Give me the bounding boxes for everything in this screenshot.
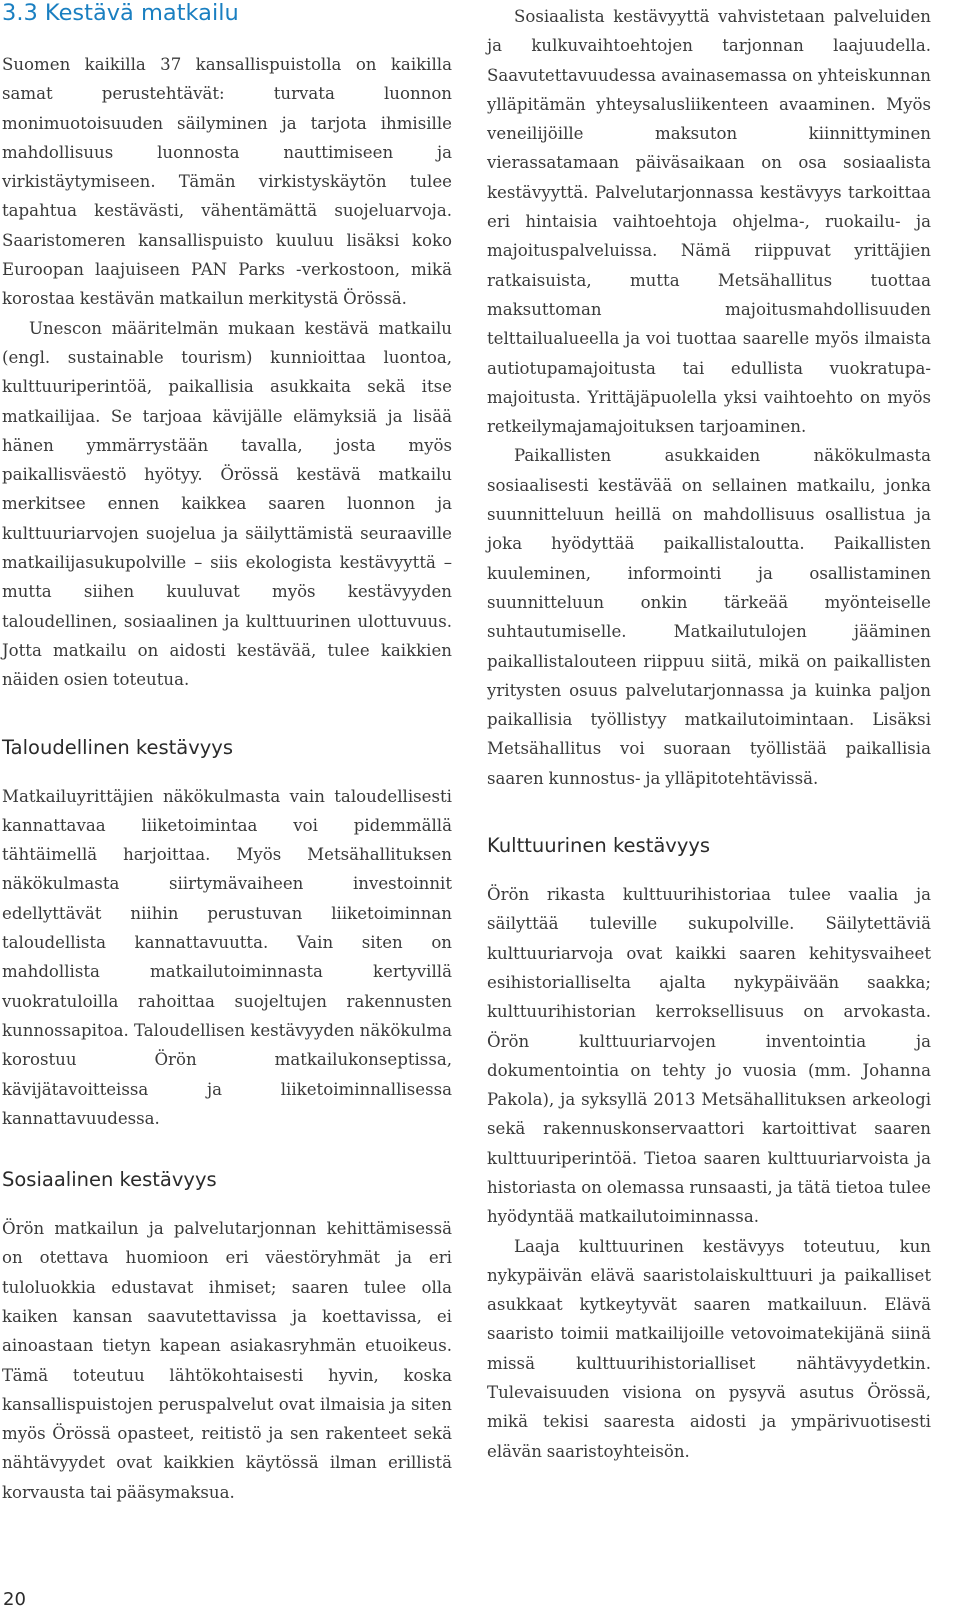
economic-paragraph: Matkailuyrittäjien näkökulmasta vain taloudellisesti kannattavaa liiketoimintaa voi pidemmällä tähtäimellä harjoittaa. Myös Metsähallituksen näkökulmasta siirtymävaiheen investoinnit edellyttävät niihin perustuvan liiketoiminnan taloudellista kannattavuutta. Vain siten on mahdollista matkailutoiminnasta kertyvillä vuokratuloilla rahoittaa suojeltujen rakennusten kunnossapitoa. Taloudellisen kestävyyden näkökulma korostuu Örön matkailukonseptissa, kävijätavoitteissa ja liiketoiminnallisessa kannattavuudessa.	[2, 786, 452, 1128]
social-heading: Sosiaalinen kestävyys	[2, 1168, 217, 1192]
social-continued-paragraph: Sosiaalista kestävyyttä vahvistetaan palveluiden ja kulkuvaihtoehtojen tarjonnan laajuudella. Saavutettavuudessa avainasemassa on yhteiskunnan ylläpitämän yhteysalusliikenteen avaaminen. Myös veneilijöille maksuton kiinnittyminen vierassatamaan päiväsaikaan on osa sosiaalista kestävyyttä. Palvelutarjonnassa kestävyys tarkoittaa eri hintaisia vaihtoehtoja ohjelma-, ruokailu- ja majoituspalveluissa. Nämä riippuvat yrittäjien ratkaisuista, mutta Metsähallitus tuottaa maksuttoman majoitusmahdollisuuden telttailualueella ja voi tuottaa saarelle myös ilmaista autiotupamajoitusta tai edullista vuokratupa-majoitusta. Yrittäjäpuolella yksi vaihtoehto on myös retkeilymajamajoituksen tarjoaminen.	[487, 7, 931, 437]
intro-paragraph: Suomen kaikilla 37 kansallispuistolla on kaikilla samat perustehtävät: turvata luonnon monimuotoisuuden säilyminen ja tarjota ihmisille mahdollisuus luonnosta nauttimiseen ja virkistäytymiseen. Tämän virkistyskäytön tulee tapahtua kestävästi, vähentämättä suojeluarvoja. Saaristomeren kansallispuisto kuuluu lisäksi koko Euroopan laajuiseen PAN Parks -verkostoon, mikä korostaa kestävän matkailun merkitystä Örössä.	[2, 55, 452, 309]
cultural-paragraph: Örön rikasta kulttuurihistoriaa tulee vaalia ja säilyttää tuleville sukupolville. Säilytettäviä kulttuuriarvoja ovat kaikki saaren kehitysvaiheet esihistorialliselta ajalta nykypäivään saakka; kulttuurihistorian kerroksellisuus on arvokasta. Örön kulttuuriarvojen inventointia ja dokumentointia on tehty jo vuosia (mm. Johanna Pakola), ja syksyllä 2013 Metsähallituksen arkeologi sekä rakennuskonservaattori kartoittivat saaren kulttuuriperintöä. Tietoa saaren kulttuuriarvoista ja historiasta on olemassa runsaasti, ja tätä tietoa tulee hyödyntää matkailutoiminnassa.	[487, 885, 931, 1227]
economic-heading: Taloudellinen kestävyys	[2, 735, 234, 759]
page-number: 20	[3, 1589, 26, 1610]
local-residents-paragraph: Paikallisten asukkaiden näkökulmasta sosiaalisesti kestävää on sellainen matkailu, jonka suunnitteluun heillä on mahdollisuus osallistua ja joka hyödyttää paikallistaloutta. Paikallisten kuuleminen, informointi ja osallistaminen suunnitteluun onkin tärkeää myönteiselle suhtautumiselle. Matkailutulojen jääminen paikallistalouteen riippuu siitä, mikä on paikallisten yritysten osuus palvelutarjonnassa ja kuinka paljon paikallisia työllistyy matkailutoimintaan. Lisäksi Metsähallitus voi suoraan työllistää paikallisia saaren kunnostus- ja ylläpitotehtävissä.	[487, 446, 931, 788]
social-paragraph: Örön matkailun ja palvelutarjonnan kehittämisessä on otettava huomioon eri väestöryhmät ja eri tuloluokkia edustavat ihmiset; saaren tulee olla kaiken kansan saavutettavissa ja koettavissa, ei ainoastaan tietyn kapean asiakasryhmän etuoikeus. Tämä toteutuu lähtökohtaisesti hyvin, koska kansallispuistojen peruspalvelut ovat ilmaisia ja siten myös Örössä opasteet, reitistö ja sen rakenteet sekä nähtävyydet ovat kaikkien käytössä ilman erillistä korvausta tai pääsymaksua.	[2, 1219, 452, 1502]
unesco-paragraph: Unescon määritelmän mukaan kestävä matkailu (engl. sustainable tourism) kunnioittaa luontoa, kulttuuriperintöä, paikallisia asukkaita sekä itse matkailijaa. Se tarjoaa kävijälle elämyksiä ja lisää hänen ymmärrystään tavalla, josta myös paikallisväestö hyötyy. Örössä kestävä matkailu merkitsee ennen kaikkea saaren luonnon ja kulttuuriarvojen suojelua ja säilyttämistä seuraaville matkailijasukupolville – siis ekologista kestävyyttä – mutta siihen kuuluvat myös kestävyyden taloudellinen, sosiaalinen ja kulttuurinen ulottuvuus. Jotta matkailu on aidosti kestävää, tulee kaikkien näiden osien toteutua.	[2, 318, 452, 690]
left-column	[2, 0, 452, 1507]
living-archipelago-paragraph: Laaja kulttuurinen kestävyys toteutuu, kun nykypäivän elävä saaristolaiskulttuuri ja paikalliset asukkaat kytkeytyvät saaren matkailuun. Elävä saaristo toimii matkailijoille vetovoimatekijänä siinä missä kulttuurihistorialliset nähtävyydetkin. Tulevaisuuden visiona on pysyvä asutus Örössä, mikä tekisi saaresta aidosti ja ympärivuotisesti elävän saaristoyhteisön.	[487, 1236, 931, 1461]
section-title: 3.3 Kestävä matkailu	[2, 0, 239, 26]
cultural-heading: Kulttuurinen kestävyys	[487, 834, 711, 858]
right-column	[487, 0, 931, 1466]
